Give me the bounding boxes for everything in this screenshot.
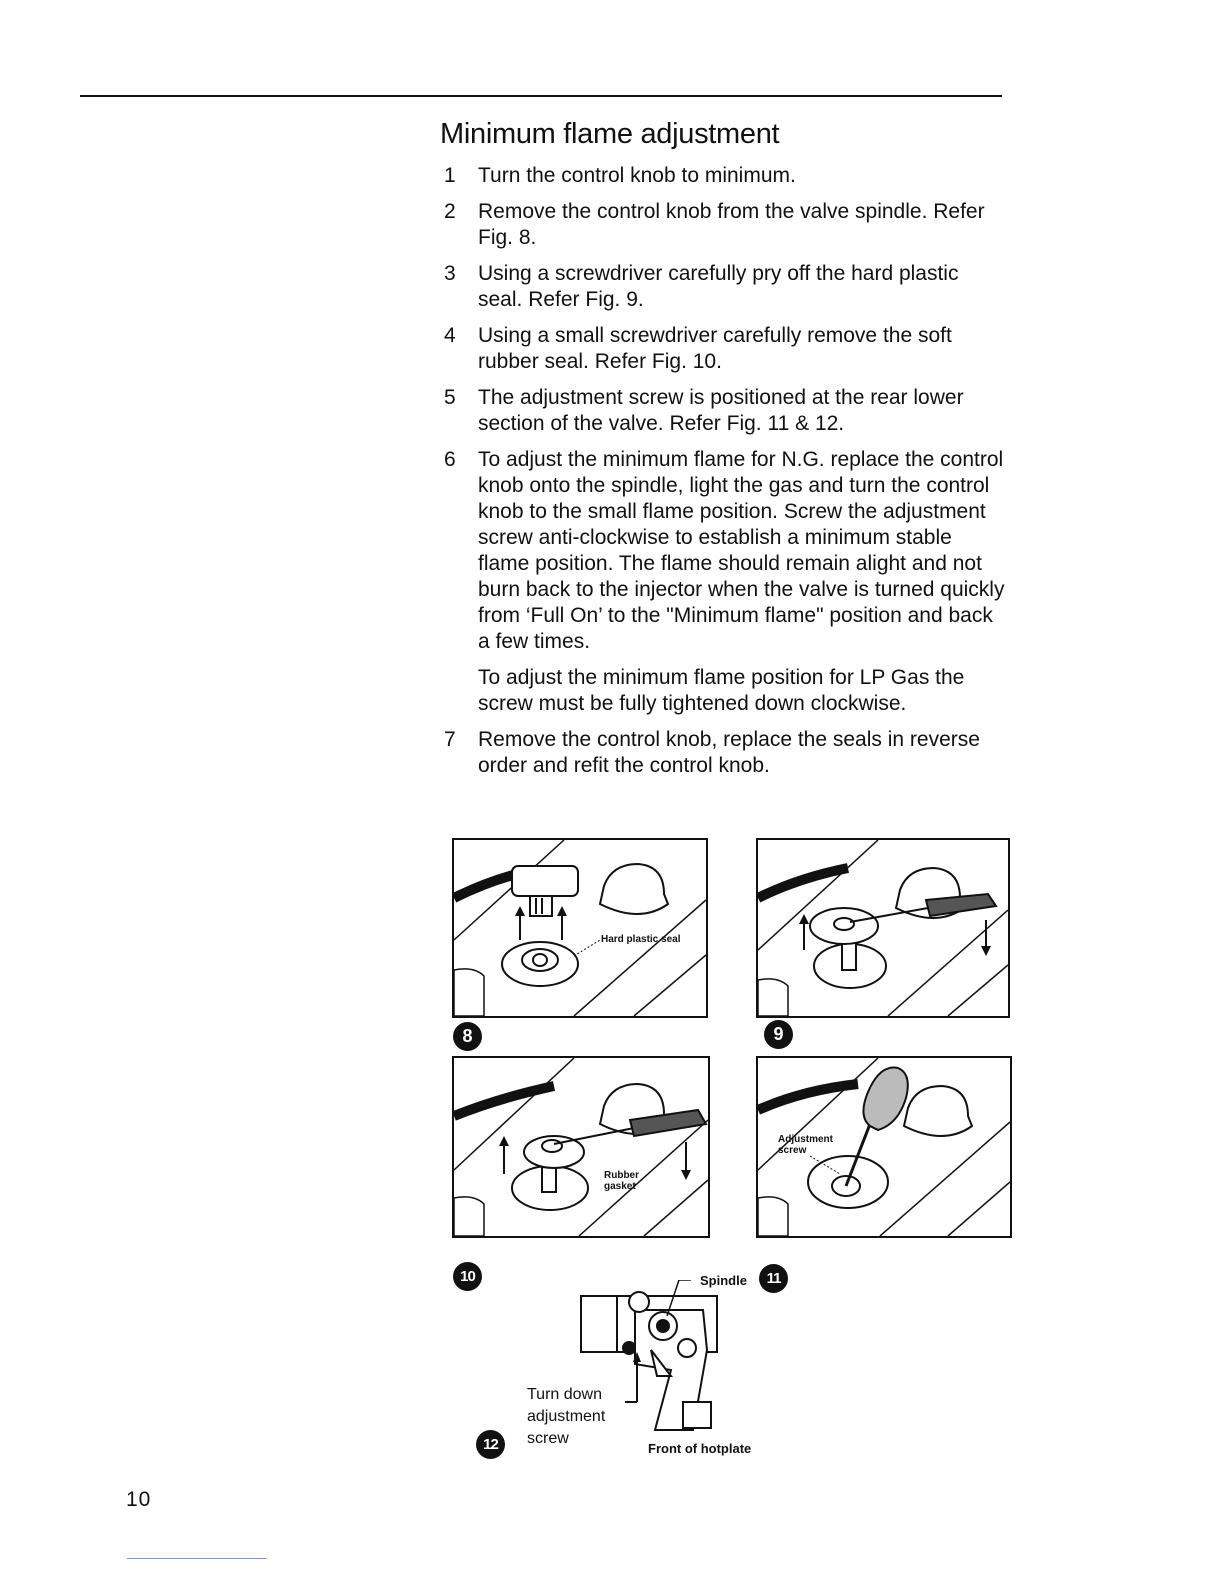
step-number: 2 (444, 200, 456, 223)
step-number: 5 (444, 386, 456, 409)
figure-12-number: 12 (476, 1430, 505, 1459)
top-rule (80, 95, 1002, 97)
step-paragraph: To adjust the minimum flame position for LP Gas the screw must be fully tightened down clockwise. (478, 666, 965, 715)
turn-down-label: Turn down adjustment screw (527, 1386, 606, 1447)
step-paragraph: To adjust the minimum flame for N.G. replace the control knob onto the spindle, light the gas and turn the control knob to the small flame position. Screw the adjustment screw anti-clockwise to establish a minimum stable flame position. The flame should remain alight and not burn back to the injector when the valve is turned quickly from ‘Full On’ to the "Minimum flame" position and back a few times. (478, 448, 1005, 653)
figure-9-illustration (758, 840, 1008, 1016)
figure-8 (452, 838, 708, 1018)
figure-8-illustration (454, 840, 706, 1016)
step-item (440, 163, 1005, 189)
step-item (440, 727, 1005, 779)
step-paragraph: Turn the control knob to minimum. (478, 164, 796, 187)
figure-10-number: 10 (453, 1262, 482, 1291)
rubber-gasket-label: Rubber gasket (604, 1170, 639, 1192)
step-text (478, 447, 1005, 717)
step-text (478, 727, 1005, 779)
step-paragraph: Remove the control knob from the valve spindle. Refer Fig. 8. (478, 200, 985, 249)
step-text (478, 199, 1005, 251)
step-number: 6 (444, 448, 456, 471)
step-item (440, 261, 1005, 313)
step-number: 7 (444, 728, 456, 751)
figure-9-number: 9 (764, 1020, 793, 1049)
figure-11 (756, 1056, 1012, 1238)
hard-plastic-seal-label: Hard plastic seal (601, 934, 681, 945)
figure-11-number: 11 (759, 1264, 788, 1293)
figure-10 (452, 1056, 710, 1238)
bottom-rule (127, 1558, 267, 1559)
step-item (440, 447, 1005, 717)
adjustment-screw-label: Adjustment screw (778, 1134, 833, 1156)
page-title: Minimum flame adjustment (440, 118, 780, 150)
front-of-hotplate-label: Front of hotplate (648, 1441, 752, 1456)
step-paragraph: Using a small screwdriver carefully remove the soft rubber seal. Refer Fig. 10. (478, 324, 952, 373)
step-text (478, 323, 1005, 375)
step-paragraph: Using a screwdriver carefully pry off the hard plastic seal. Refer Fig. 9. (478, 262, 959, 311)
step-paragraph: The adjustment screw is positioned at the rear lower section of the valve. Refer Fig. 11 & 12. (478, 386, 964, 435)
page-number: 10 (126, 1488, 152, 1511)
step-text (478, 261, 1005, 313)
step-number: 1 (444, 164, 456, 187)
steps-list (440, 163, 1005, 779)
step-number: 4 (444, 324, 456, 347)
step-paragraph: Remove the control knob, replace the seals in reverse order and refit the control knob. (478, 728, 980, 777)
step-item (440, 385, 1005, 437)
figure-8-number: 8 (453, 1022, 482, 1051)
figure-10-illustration (454, 1058, 708, 1236)
figure-9 (756, 838, 1010, 1018)
step-text (478, 385, 1005, 437)
step-text (478, 163, 1005, 189)
step-item (440, 323, 1005, 375)
instructions (440, 118, 1005, 789)
step-item (440, 199, 1005, 251)
step-number: 3 (444, 262, 456, 285)
spindle-label: Spindle (700, 1273, 747, 1288)
